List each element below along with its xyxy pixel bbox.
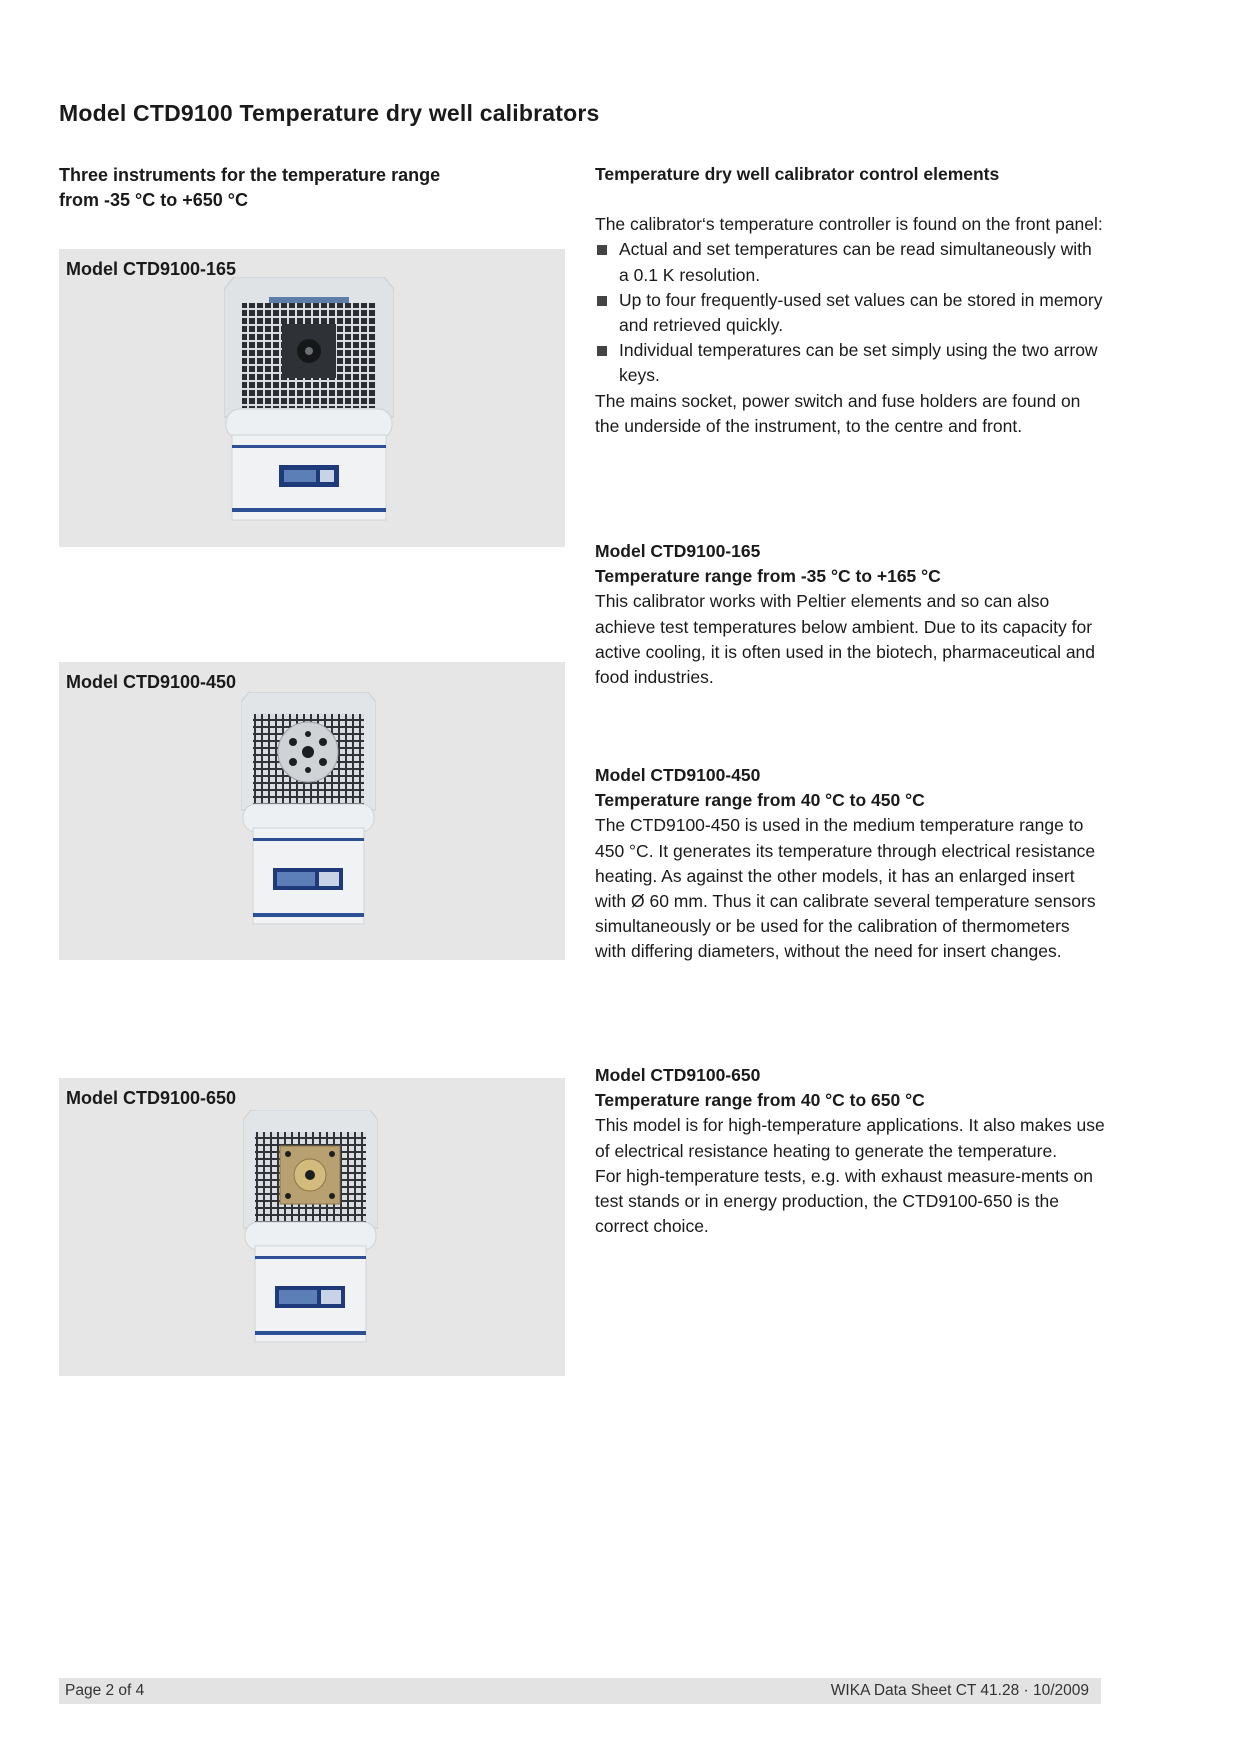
bullet-text: Individual temperatures can be set simply using the two arrow keys. xyxy=(619,340,1098,386)
control-elements-bullets xyxy=(595,237,1105,388)
model-name: Model CTD9100-650 xyxy=(595,1065,761,1085)
product-image-ctd9100-650 xyxy=(59,1078,565,1376)
product-image-ctd9100-165 xyxy=(59,249,565,547)
model-450-section xyxy=(595,763,1105,965)
model-description: This calibrator works with Peltier elements and so can also achieve test temperatures below ambient. Due to its capacity for active cooling, it is often used in the biotech, pharmaceutical and food industries. xyxy=(595,591,1096,688)
product-image-ctd9100-450 xyxy=(59,662,565,960)
model-range: Temperature range from 40 °C to 450 °C xyxy=(595,790,925,811)
intro-heading-line2: from -35 °C to +650 °C xyxy=(59,190,248,210)
model-650-section xyxy=(595,1063,1105,1239)
model-description-2: For high-temperature tests, e.g. with exhaust measure-ments on test stands or in energy production, the CTD9100-650 is the correct choice. xyxy=(595,1165,1094,1237)
model-range: Temperature range from -35 °C to +165 °C xyxy=(595,566,941,587)
bullet-square-icon xyxy=(597,296,607,306)
bullet-square-icon xyxy=(597,346,607,356)
calibrator-device-165-illustration xyxy=(224,277,394,522)
control-elements-intro: The calibrator‘s temperature controller is found on the front panel: xyxy=(595,214,1103,235)
bullet-item xyxy=(595,338,1105,388)
model-range: Temperature range from 40 °C to 650 °C xyxy=(595,1090,925,1111)
bullet-text: Actual and set temperatures can be read simultaneously with a 0.1 K resolution. xyxy=(619,239,1092,285)
bullet-item xyxy=(595,288,1105,338)
calibrator-device-650-illustration xyxy=(243,1110,378,1348)
intro-heading xyxy=(59,163,529,213)
bullet-item xyxy=(595,237,1105,287)
page-footer xyxy=(59,1678,1101,1704)
image-caption: Model CTD9100-650 xyxy=(66,1088,237,1108)
page-title: Model CTD9100 Temperature dry well calibrators xyxy=(59,100,600,126)
bullet-text: Up to four frequently-used set values can be stored in memory and retrieved quickly. xyxy=(619,289,1103,336)
control-elements-section xyxy=(595,162,1105,439)
bullet-square-icon xyxy=(597,245,607,255)
image-caption: Model CTD9100-450 xyxy=(66,672,237,692)
model-165-section xyxy=(595,539,1105,690)
model-description: The CTD9100-450 is used in the medium temperature range to 450 °C. It generates its temperature through electrical resistance heating. As against the other models, it has an enlarged insert with Ø 60 mm. Thus it can calibrate several temperature sensors simultaneously or be used for the calibration of thermometers with differing diameters, without the need for insert changes. xyxy=(595,815,1096,962)
model-name: Model CTD9100-165 xyxy=(595,541,761,561)
image-caption: Model CTD9100-165 xyxy=(66,259,237,279)
control-elements-outro: The mains socket, power switch and fuse holders are found on the underside of the instrument, to the centre and front. xyxy=(595,390,1081,436)
datasheet-reference: WIKA Data Sheet CT 41.28 · 10/2009 xyxy=(830,1682,1089,1699)
model-name: Model CTD9100-450 xyxy=(595,765,761,785)
intro-heading-line1: Three instruments for the temperature range xyxy=(59,165,441,185)
model-description: This model is for high-temperature applications. It also makes use of electrical resistance heating to generate the temperature. xyxy=(595,1115,1105,1161)
control-elements-heading: Temperature dry well calibrator control elements xyxy=(595,164,1000,184)
page-number: Page 2 of 4 xyxy=(65,1682,145,1699)
calibrator-device-450-illustration xyxy=(241,692,376,932)
